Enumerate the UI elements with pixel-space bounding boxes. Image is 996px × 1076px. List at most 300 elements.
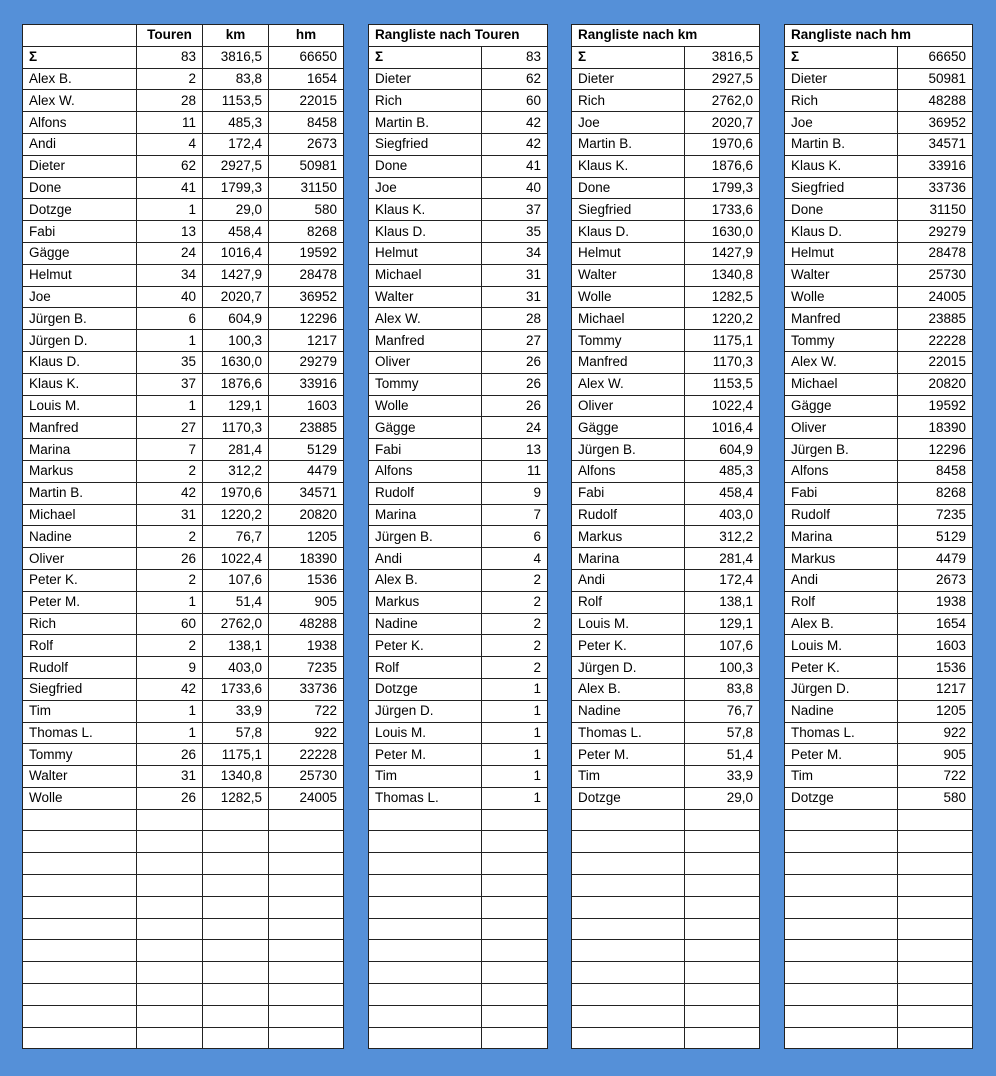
ranking-value: 35 [482,221,548,243]
table-row [572,548,760,570]
rider-name: Jürgen B. [572,439,685,461]
empty-cell [137,896,203,918]
table-row [572,68,760,90]
table-row [785,744,973,766]
ranking-value: 62 [482,68,548,90]
empty-cell [23,896,137,918]
ranking-value: 13 [482,439,548,461]
rider-name: Rudolf [785,504,898,526]
km-value: 76,7 [203,526,269,548]
table-row [785,482,973,504]
table-row [785,613,973,635]
empty-cell [369,984,482,1006]
table-row [369,242,548,264]
rider-name: Gägge [572,417,685,439]
rider-name: Fabi [369,439,482,461]
touren-value: 2 [137,569,203,591]
rider-name: Oliver [572,395,685,417]
rider-name: Dieter [572,68,685,90]
empty-cell [203,962,269,984]
rider-name: Markus [369,591,482,613]
table-row [785,308,973,330]
km-value: 1153,5 [203,90,269,112]
hm-value: 1217 [269,330,344,352]
rider-name: Tim [572,766,685,788]
empty-cell [137,940,203,962]
table-row [785,787,973,809]
ranking-value: 172,4 [685,569,760,591]
empty-row [23,853,344,875]
rider-name: Rich [369,90,482,112]
rider-name: Tim [23,700,137,722]
table-row [572,221,760,243]
touren-value: 1 [137,199,203,221]
table-row [785,460,973,482]
ranking-touren-table [368,24,548,1049]
rider-name: Klaus K. [23,373,137,395]
empty-cell [369,875,482,897]
ranking-value: 27 [482,330,548,352]
rider-name: Done [785,199,898,221]
ranking-value: 23885 [898,308,973,330]
empty-cell [203,918,269,940]
empty-row [572,853,760,875]
table-row [369,68,548,90]
table-row [785,133,973,155]
empty-cell [23,875,137,897]
ranking-value: 36952 [898,112,973,134]
empty-row [369,809,548,831]
ranking-title: Rangliste nach km [572,25,760,47]
touren-value: 11 [137,112,203,134]
ranking-value: 1938 [898,591,973,613]
empty-row [369,1005,548,1027]
empty-cell [785,984,898,1006]
hm-value: 905 [269,591,344,613]
rider-name: Joe [369,177,482,199]
rider-name: Dieter [23,155,137,177]
rider-name: Markus [23,460,137,482]
ranking-value: 1654 [898,613,973,635]
rider-name: Rich [23,613,137,635]
hm-value: 4479 [269,460,344,482]
empty-cell [685,984,760,1006]
empty-cell [203,853,269,875]
ranking-value: 9 [482,482,548,504]
rider-name: Fabi [785,482,898,504]
empty-cell [685,1005,760,1027]
rider-name: Louis M. [369,722,482,744]
empty-cell [137,984,203,1006]
km-value: 312,2 [203,460,269,482]
km-value: 2020,7 [203,286,269,308]
table-row [572,700,760,722]
empty-row [785,918,973,940]
empty-row [572,962,760,984]
hm-value: 1938 [269,635,344,657]
rider-name: Siegfried [572,199,685,221]
km-value: 485,3 [203,112,269,134]
touren-value: 42 [137,678,203,700]
rider-name: Done [369,155,482,177]
rider-name: Wolle [572,286,685,308]
sum-row [572,46,760,68]
rider-name: Andi [369,548,482,570]
name-column-header [23,25,137,47]
rider-name: Rolf [369,657,482,679]
km-value: 1170,3 [203,417,269,439]
touren-value: 6 [137,308,203,330]
ranking-value: 11 [482,460,548,482]
empty-cell [203,896,269,918]
empty-cell [369,1027,482,1049]
rider-name: Peter M. [23,591,137,613]
touren-value: 1 [137,330,203,352]
empty-row [785,831,973,853]
touren-column-header: Touren [137,25,203,47]
ranking-value: 1427,9 [685,242,760,264]
table-row [572,569,760,591]
km-value: 100,3 [203,330,269,352]
empty-cell [785,831,898,853]
empty-cell [482,831,548,853]
rider-name: Tommy [369,373,482,395]
km-value: 1799,3 [203,177,269,199]
empty-row [785,896,973,918]
ranking-value: 129,1 [685,613,760,635]
rider-name: Helmut [572,242,685,264]
empty-cell [203,809,269,831]
table-row [572,657,760,679]
ranking-value: 1603 [898,635,973,657]
empty-row [23,940,344,962]
rider-name: Alex W. [572,373,685,395]
rider-name: Tommy [785,330,898,352]
empty-cell [269,1027,344,1049]
rider-name: Rolf [785,591,898,613]
km-value: 1175,1 [203,744,269,766]
touren-value: 1 [137,591,203,613]
empty-cell [203,984,269,1006]
ranking-value: 1016,4 [685,417,760,439]
ranking-value: 2 [482,591,548,613]
rider-name: Helmut [369,242,482,264]
empty-cell [269,962,344,984]
table-row [572,526,760,548]
empty-row [572,875,760,897]
ranking-value: 33,9 [685,766,760,788]
sigma-label: Σ [369,46,482,68]
table-row [23,133,344,155]
rider-name: Louis M. [785,635,898,657]
ranking-value: 1022,4 [685,395,760,417]
sum-row [785,46,973,68]
ranking-value: 5129 [898,526,973,548]
table-row [369,351,548,373]
table-row [572,90,760,112]
hm-value: 36952 [269,286,344,308]
empty-cell [785,918,898,940]
rider-name: Michael [23,504,137,526]
rider-name: Dieter [369,68,482,90]
empty-cell [482,896,548,918]
table-row [23,68,344,90]
sigma-label: Σ [23,46,137,68]
table-row [785,678,973,700]
table-row [369,613,548,635]
empty-cell [482,918,548,940]
empty-cell [685,1027,760,1049]
rider-name: Michael [785,373,898,395]
hm-value: 34571 [269,482,344,504]
rider-name: Martin B. [572,133,685,155]
ranking-value: 2 [482,613,548,635]
empty-cell [137,918,203,940]
touren-value: 26 [137,787,203,809]
ranking-value: 34 [482,242,548,264]
empty-row [572,809,760,831]
empty-cell [685,940,760,962]
ranking-value: 19592 [898,395,973,417]
table-row [369,678,548,700]
empty-row [369,875,548,897]
rider-name: Gägge [369,417,482,439]
empty-cell [572,940,685,962]
table-row [23,678,344,700]
touren-value: 2 [137,68,203,90]
ranking-title: Rangliste nach Touren [369,25,548,47]
ranking-value: 1170,3 [685,351,760,373]
ranking-value: 1 [482,722,548,744]
rider-name: Peter M. [785,744,898,766]
table-row [572,439,760,461]
rider-name: Alex W. [785,351,898,373]
rider-name: Andi [785,569,898,591]
ranking-value: 24005 [898,286,973,308]
rider-name: Rudolf [572,504,685,526]
empty-cell [898,809,973,831]
empty-row [23,1027,344,1049]
hm-value: 1536 [269,569,344,591]
table-row [369,787,548,809]
table-row [785,417,973,439]
empty-cell [482,1027,548,1049]
rider-name: Marina [23,439,137,461]
hm-value: 580 [269,199,344,221]
rider-name: Siegfried [369,133,482,155]
table-row [572,417,760,439]
ranking-value: 1799,3 [685,177,760,199]
table-row [369,330,548,352]
ranking-value: 48288 [898,90,973,112]
rider-name: Louis M. [23,395,137,417]
table-row [785,766,973,788]
rider-name: Jürgen D. [572,657,685,679]
rider-name: Alex B. [785,613,898,635]
empty-cell [898,1005,973,1027]
empty-cell [137,962,203,984]
empty-cell [572,1027,685,1049]
total-touren: 83 [137,46,203,68]
ranking-value: 100,3 [685,657,760,679]
table-row [23,591,344,613]
empty-cell [898,831,973,853]
table-row [23,395,344,417]
ranking-value: 1 [482,744,548,766]
empty-row [23,1005,344,1027]
empty-cell [137,831,203,853]
empty-row [572,831,760,853]
empty-cell [137,875,203,897]
rider-name: Tommy [572,330,685,352]
ranking-value: 31 [482,264,548,286]
table-row [23,417,344,439]
rider-name: Joe [572,112,685,134]
empty-cell [369,1005,482,1027]
table-row [23,460,344,482]
touren-value: 2 [137,635,203,657]
ranking-value: 57,8 [685,722,760,744]
empty-row [23,962,344,984]
rider-name: Wolle [23,787,137,809]
rider-name: Thomas L. [23,722,137,744]
table-row [23,177,344,199]
summary-header-row [23,25,344,47]
table-row [785,286,973,308]
km-value: 51,4 [203,591,269,613]
ranking-value: 29,0 [685,787,760,809]
empty-cell [572,896,685,918]
table-row [785,68,973,90]
empty-cell [898,896,973,918]
table-row [785,221,973,243]
sum-row [369,46,548,68]
table-row [785,526,973,548]
table-row [572,613,760,635]
empty-cell [685,962,760,984]
ranking-value: 2 [482,657,548,679]
ranking-km-table [571,24,760,1049]
rider-name: Nadine [23,526,137,548]
ranking-value: 33916 [898,155,973,177]
rider-name: Done [23,177,137,199]
ranking-value: 31150 [898,199,973,221]
empty-cell [203,831,269,853]
empty-cell [572,962,685,984]
empty-row [785,962,973,984]
rider-name: Joe [23,286,137,308]
hm-value: 19592 [269,242,344,264]
empty-cell [685,831,760,853]
km-value: 138,1 [203,635,269,657]
empty-cell [785,896,898,918]
ranking-value: 22015 [898,351,973,373]
rider-name: Jürgen D. [785,678,898,700]
rider-name: Marina [572,548,685,570]
ranking-value: 31 [482,286,548,308]
table-row [369,700,548,722]
ranking-value: 28 [482,308,548,330]
ranking-value: 51,4 [685,744,760,766]
touren-value: 4 [137,133,203,155]
empty-row [572,1027,760,1049]
empty-cell [369,940,482,962]
table-row [23,264,344,286]
empty-cell [685,918,760,940]
km-value: 129,1 [203,395,269,417]
ranking-value: 485,3 [685,460,760,482]
hm-value: 33916 [269,373,344,395]
rider-name: Klaus K. [572,155,685,177]
total-hm: 66650 [269,46,344,68]
rider-name: Siegfried [23,678,137,700]
ranking-value: 312,2 [685,526,760,548]
ranking-value: 1733,6 [685,199,760,221]
rider-name: Jürgen B. [23,308,137,330]
km-value: 1022,4 [203,548,269,570]
table-row [369,264,548,286]
rider-name: Helmut [23,264,137,286]
hm-column-header: hm [269,25,344,47]
km-value: 1220,2 [203,504,269,526]
rider-name: Alex B. [572,678,685,700]
hm-value: 50981 [269,155,344,177]
hm-value: 33736 [269,678,344,700]
rider-name: Walter [572,264,685,286]
empty-row [785,1027,973,1049]
empty-cell [482,940,548,962]
table-row [369,548,548,570]
table-row [369,395,548,417]
ranking-value: 2673 [898,569,973,591]
rider-name: Michael [572,308,685,330]
hm-value: 29279 [269,351,344,373]
rider-name: Jürgen B. [785,439,898,461]
table-row [572,460,760,482]
rider-name: Peter K. [369,635,482,657]
touren-value: 60 [137,613,203,635]
empty-cell [572,831,685,853]
rider-name: Manfred [369,330,482,352]
ranking-value: 7 [482,504,548,526]
empty-cell [137,1027,203,1049]
empty-cell [269,1005,344,1027]
touren-value: 35 [137,351,203,373]
hm-value: 7235 [269,657,344,679]
hm-value: 22015 [269,90,344,112]
ranking-value: 107,6 [685,635,760,657]
empty-cell [785,853,898,875]
table-row [23,787,344,809]
empty-cell [482,984,548,1006]
table-row [572,112,760,134]
empty-cell [785,1005,898,1027]
ranking-value: 1175,1 [685,330,760,352]
ranking-value: 8268 [898,482,973,504]
ranking-value: 28478 [898,242,973,264]
hm-value: 18390 [269,548,344,570]
rider-name: Siegfried [785,177,898,199]
table-row [23,722,344,744]
hm-value: 24005 [269,787,344,809]
table-row [785,177,973,199]
empty-row [23,896,344,918]
rider-name: Walter [785,264,898,286]
ranking-value: 40 [482,177,548,199]
empty-row [23,984,344,1006]
km-value: 107,6 [203,569,269,591]
empty-cell [23,962,137,984]
